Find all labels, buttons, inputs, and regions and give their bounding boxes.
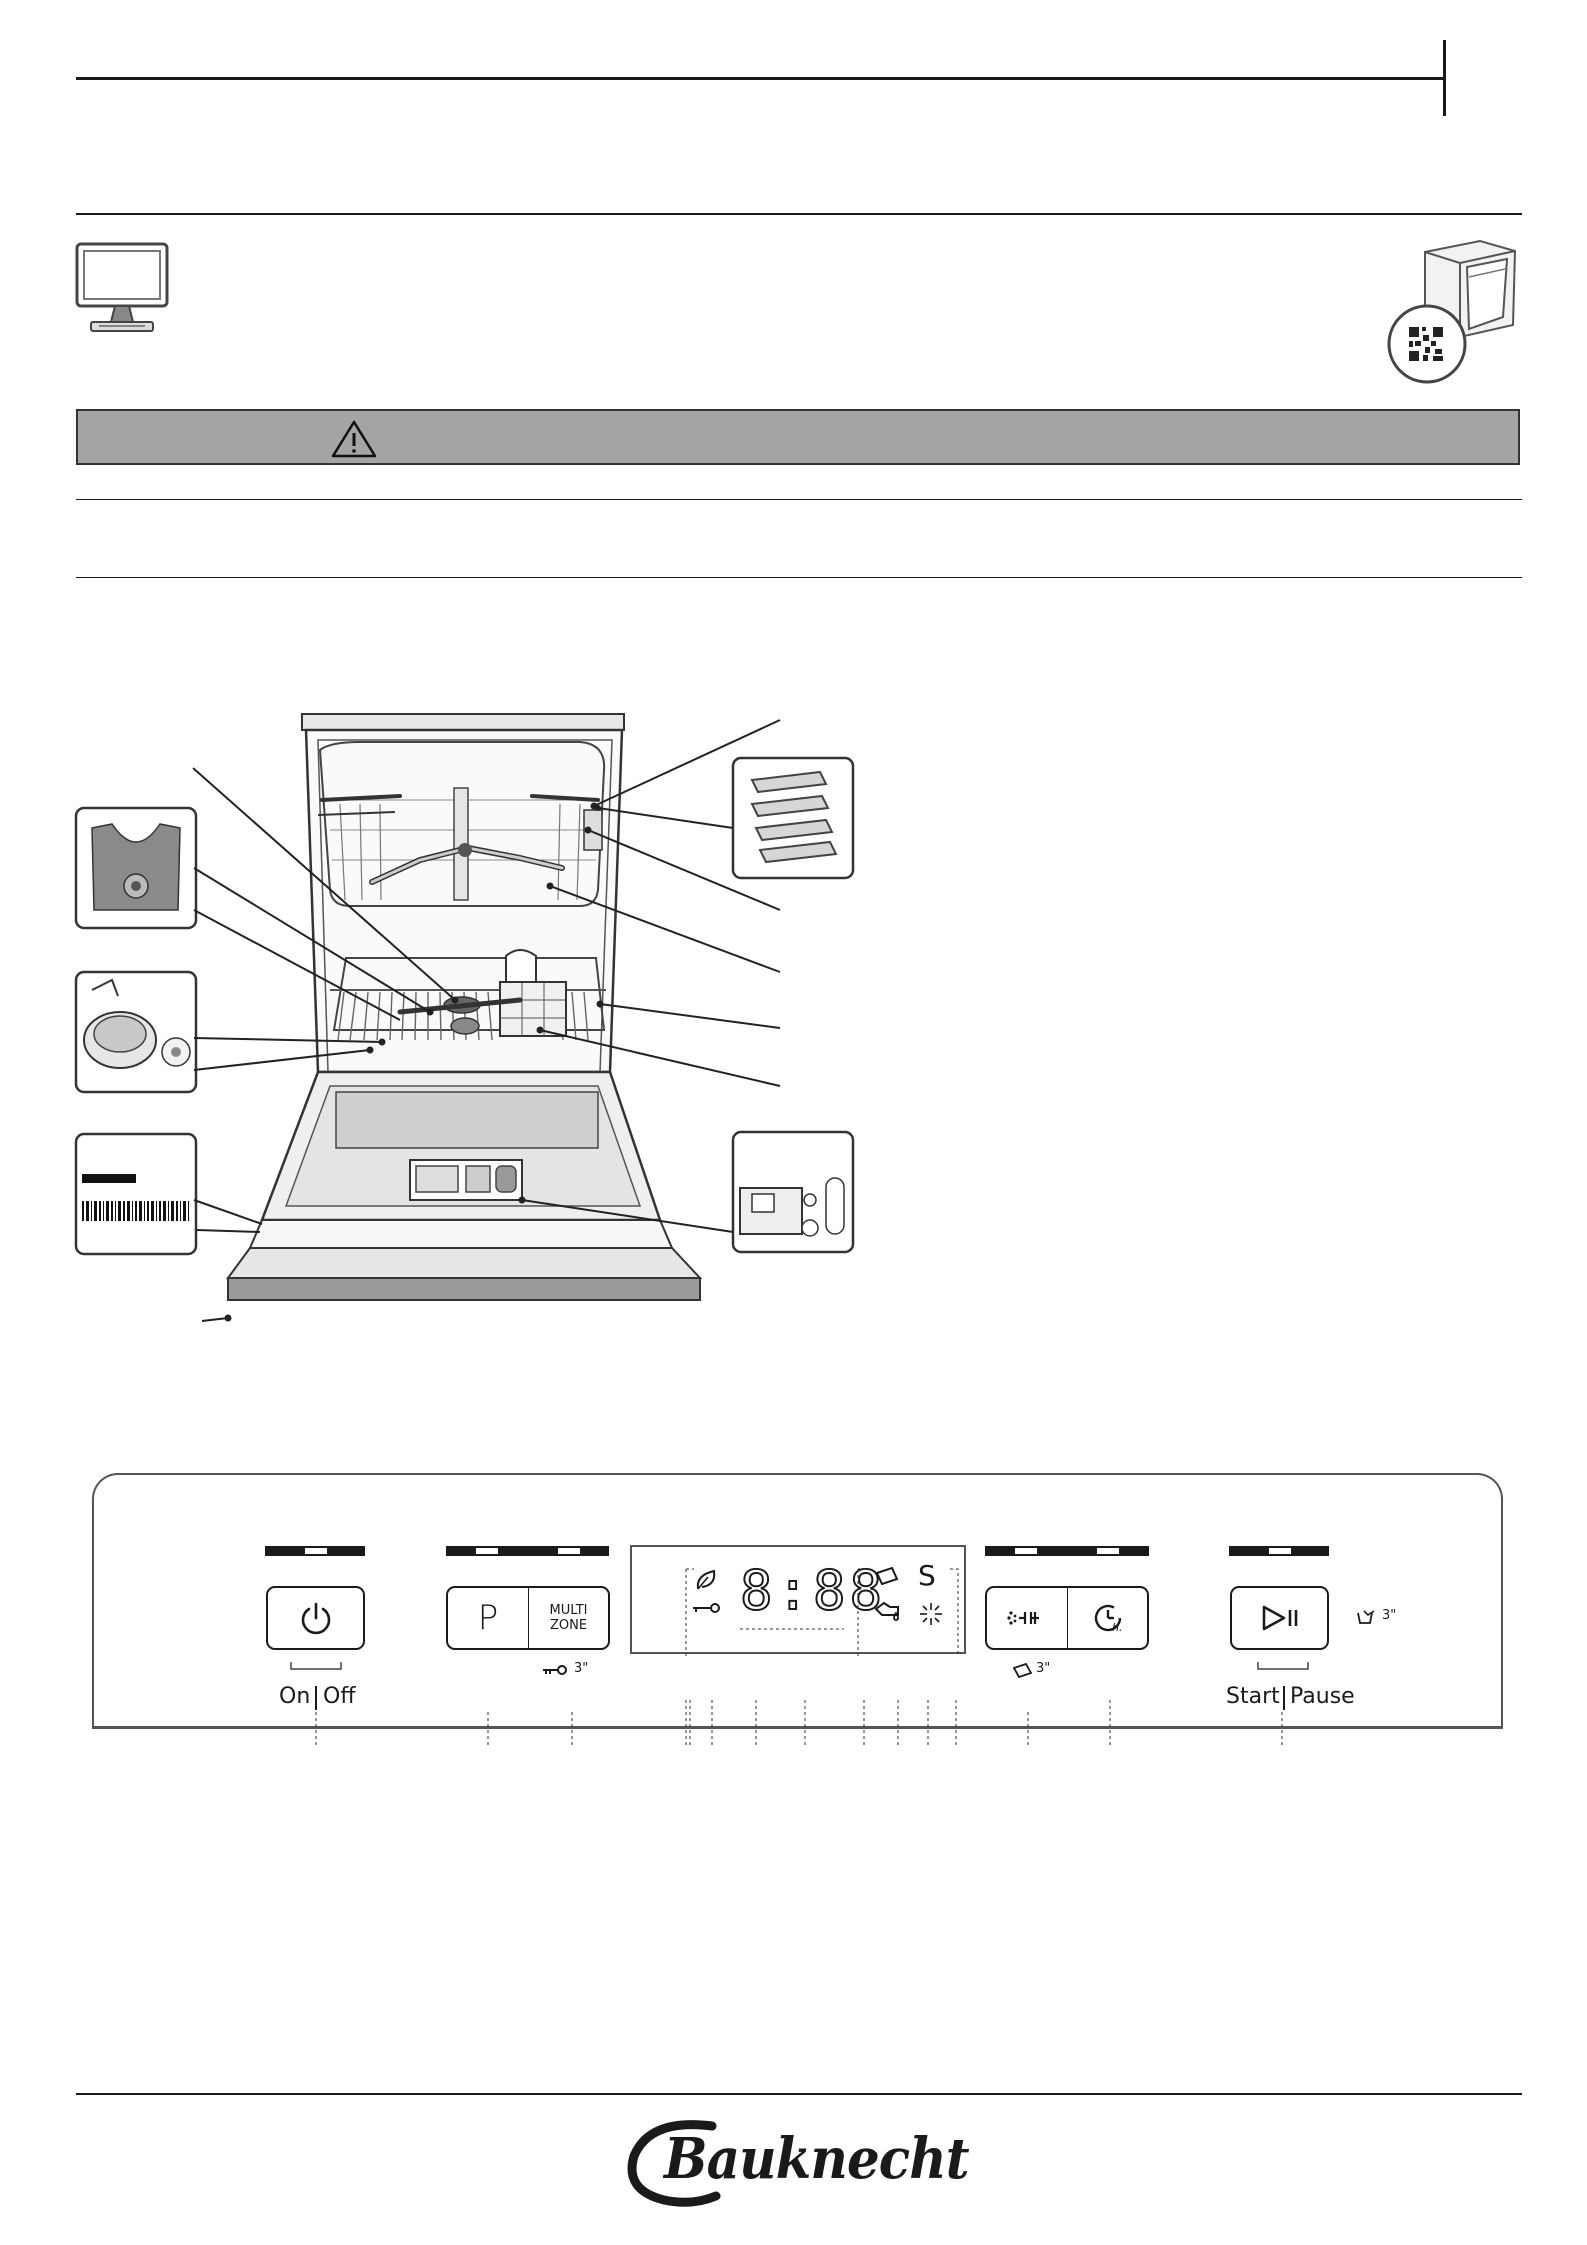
tablet-hint-icon <box>1012 1662 1034 1678</box>
options-indicator-bar <box>985 1546 1149 1556</box>
start-bracket <box>1257 1662 1309 1672</box>
footer-rule <box>76 2093 1522 2095</box>
dishwasher-diagram <box>0 700 900 1340</box>
callout-leaders <box>0 1700 1587 1750</box>
salt-indicator: S <box>918 1559 936 1592</box>
key-lock-icon <box>542 1664 568 1676</box>
start-indicator-bar <box>1229 1546 1329 1556</box>
reset-hint-icon <box>1354 1609 1378 1627</box>
multizone-label-line2: ZONE <box>549 1618 588 1633</box>
key-lock-duration: 3" <box>574 1661 589 1676</box>
pause-label: Pause <box>1290 1684 1355 1709</box>
start-hint-duration: 3" <box>1382 1608 1397 1623</box>
brand-logo-text: Bauknecht <box>664 2126 969 2192</box>
power-icon <box>298 1600 334 1636</box>
multizone-label-line1: MULTI <box>549 1603 588 1618</box>
qr-code-icon <box>1385 237 1520 385</box>
power-indicator-bar <box>265 1546 365 1556</box>
start-pause-button[interactable] <box>1230 1586 1329 1650</box>
play-pause-icon <box>1258 1603 1302 1633</box>
display-panel <box>630 1545 966 1654</box>
warning-icon <box>330 419 378 459</box>
section-rule-2 <box>76 499 1522 500</box>
power-bracket <box>290 1662 342 1672</box>
power-label-on: On <box>279 1684 311 1709</box>
header-top-rule <box>76 77 1445 80</box>
delay-start-button[interactable] <box>1067 1586 1149 1650</box>
program-indicator-bar <box>446 1546 609 1556</box>
warning-banner <box>76 409 1520 465</box>
power-clean-icon <box>1005 1605 1049 1631</box>
power-clean-button[interactable] <box>985 1586 1068 1650</box>
multizone-button[interactable] <box>528 1586 610 1650</box>
start-label: Start <box>1226 1684 1280 1709</box>
delay-timer-icon <box>1090 1600 1126 1636</box>
time-readout: 8:88 <box>740 1559 887 1622</box>
section-rule-1 <box>76 213 1522 215</box>
header-top-tick <box>1443 40 1446 116</box>
program-label: P <box>477 1598 499 1638</box>
tablet-hint-duration: 3" <box>1036 1661 1051 1676</box>
power-button[interactable] <box>266 1586 365 1650</box>
brand-logo <box>620 2112 972 2208</box>
program-button[interactable] <box>446 1586 529 1650</box>
power-label-off: Off <box>323 1684 356 1709</box>
svg-text:h.: h. <box>1111 1621 1122 1634</box>
display-guides <box>632 1547 968 1656</box>
monitor-icon <box>75 242 169 334</box>
section-rule-3 <box>76 577 1522 578</box>
